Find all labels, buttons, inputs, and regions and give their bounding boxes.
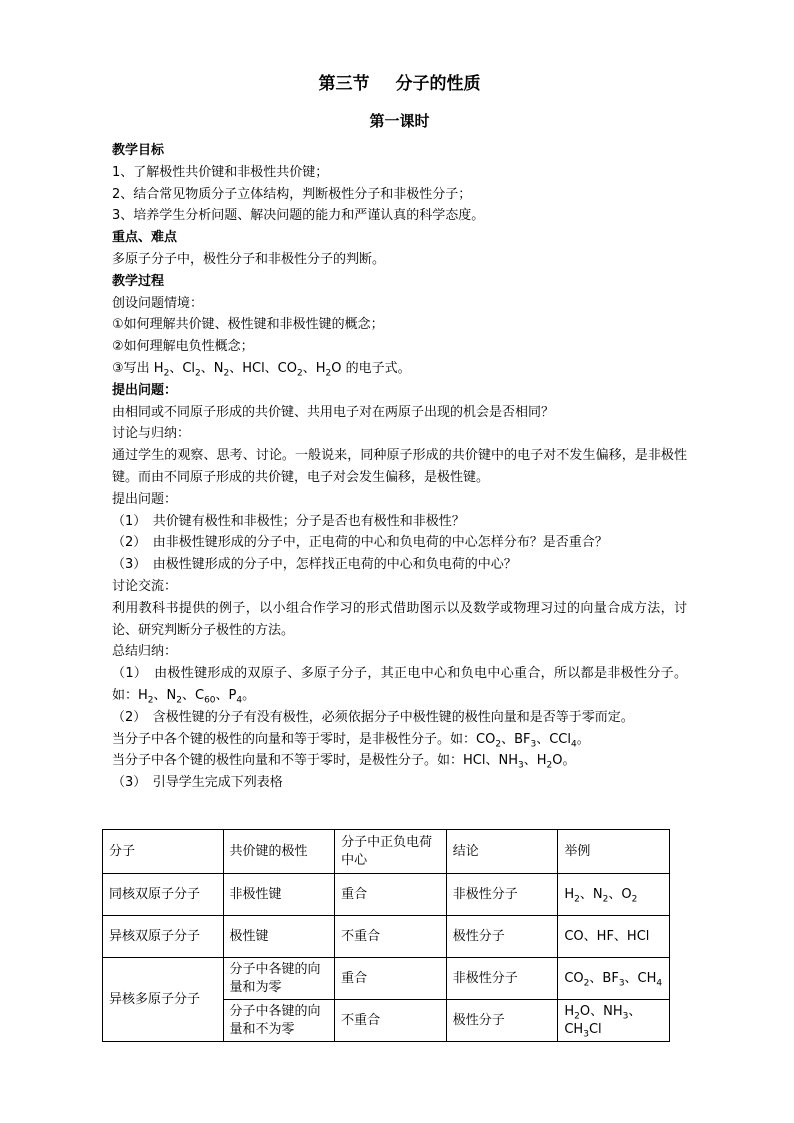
- key-points-text: 多原子分子中，极性分子和非极性分子的判断。: [112, 251, 386, 267]
- document-title: [112, 72, 687, 96]
- summary-point: 当分子中各个键的极性的向量和等于零时，是非极性分子。如：$CO_2$、$BF_3$、CCl$_4$。: [112, 731, 590, 750]
- summary-table: [102, 829, 670, 1042]
- raise-question-text: 由相同或不同原子形成的共价键、共用电子对在两原子出现的机会是否相同？: [112, 404, 555, 420]
- table-cell: 非极性分子: [446, 874, 558, 916]
- section-name: 分子的性质: [395, 74, 481, 94]
- discussion-text: 通过学生的观察、思考、讨论。一般说来，同种原子形成的共价键中的电子对不发生偏移，是非极性键。而由不同原子形成的共价键，电子对会发生偏移，是极性键。: [112, 448, 687, 485]
- table-cell: 异核多原子分子: [103, 958, 224, 1042]
- table-header-row: [103, 830, 670, 874]
- table-header: 结论: [446, 830, 558, 874]
- key-points-heading: 重点、难点: [112, 230, 178, 246]
- table-cell: $H_2O$、$NH_3$、$CH_3Cl$: [558, 1000, 670, 1042]
- table-cell: 重合: [335, 874, 447, 916]
- raise-question-heading: 提出问题：: [112, 382, 178, 398]
- objective-item: 3、培养学生分析问题、解决问题的能力和严谨认真的科学态度。: [112, 208, 485, 224]
- question-item: ③写出 $H_2$、$Cl_2$、$N_2$、HCl、$CO_2$、$H_2O$ 的电子式。: [112, 360, 411, 379]
- exchange-heading: 讨论交流：: [112, 578, 178, 594]
- table-cell: 不重合: [335, 916, 447, 958]
- question-point: （3） 由极性键形成的分子中，怎样找正电荷的中心和负电荷的中心？: [112, 557, 517, 573]
- table-cell: 异核双原子分子: [103, 916, 224, 958]
- lesson-subtitle: 第一课时: [369, 112, 430, 130]
- table-cell: $H_2$、$N_2$、$O_2$: [558, 874, 670, 916]
- table-header: 分子中正负电荷中心: [335, 830, 447, 874]
- document-page: [112, 72, 687, 794]
- exchange-text: 利用教科书提供的例子，以小组合作学习的形式借助图示以及数学或物理习过的向量合成方法，讨论、研究判断分子极性的方法。: [112, 600, 687, 638]
- table-cell: 非极性分子: [446, 958, 558, 1000]
- summary-point: 当分子中各个键的极性向量和不等于零时，是极性分子。如：HCl、$NH_3$、$H_2O$。: [112, 753, 576, 771]
- table-cell: CO、HF、HCl: [558, 916, 670, 958]
- table-header: 举例: [558, 830, 670, 874]
- question-item: ②如何理解电负性概念；: [112, 339, 254, 355]
- table-cell: $CO_2$、$BF_3$、$CH_4$: [558, 958, 670, 1000]
- objective-item: 2、结合常见物质分子立体结构，判断极性分子和非极性分子；: [112, 186, 472, 202]
- table-cell: 极性分子: [446, 1000, 558, 1042]
- question-point: （2） 由非极性键形成的分子中，正电荷的中心和负电荷的中心怎样分布？是否重合？: [112, 535, 608, 551]
- summary-point: （1） 由极性键形成的双原子、多原子分子，其正电中心和负电中心重合，所以都是非极性分子。如：$H_2$、$N_2$、$C_{60}$、$P_4$。: [112, 666, 687, 706]
- table-row: [103, 916, 670, 958]
- table-cell: 同核双原子分子: [103, 874, 224, 916]
- table-cell: 分子中各键的向量和不为零: [223, 1000, 335, 1042]
- table-cell: 分子中各键的向量和为零: [223, 958, 335, 1000]
- table-header: 共价键的极性: [223, 830, 335, 874]
- table-cell: 非极性键: [223, 874, 335, 916]
- table-cell: 重合: [335, 958, 447, 1000]
- table-header: 分子: [103, 830, 224, 874]
- scenario-label: 创设问题情境：: [112, 295, 204, 311]
- question-point: （1） 共价键有极性和非极性；分子是否也有极性和非极性？: [112, 513, 465, 529]
- summary-point: （3） 引导学生完成下列表格: [112, 775, 283, 791]
- process-heading: 教学过程: [112, 273, 165, 289]
- section-number: 第三节: [318, 74, 370, 94]
- document-body: [112, 140, 687, 794]
- raise-question-heading-2: 提出问题：: [112, 491, 178, 507]
- table-cell: 不重合: [335, 1000, 447, 1042]
- table-row: [103, 874, 670, 916]
- question-item: ①如何理解共价键、极性键和非极性键的概念；: [112, 317, 384, 333]
- table-cell: 极性分子: [446, 916, 558, 958]
- summary-point: （2） 含极性键的分子有没有极性，必须依据分子中极性键的极性向量和是否等于零而定。: [112, 709, 634, 725]
- table-row: [103, 958, 670, 1000]
- discussion-heading: 讨论与归纳：: [112, 426, 191, 442]
- objective-item: 1、了解极性共价键和非极性共价键；: [112, 164, 329, 180]
- table-cell: 极性键: [223, 916, 335, 958]
- objectives-heading: 教学目标: [112, 143, 165, 158]
- summary-heading: 总结归纳：: [112, 644, 178, 660]
